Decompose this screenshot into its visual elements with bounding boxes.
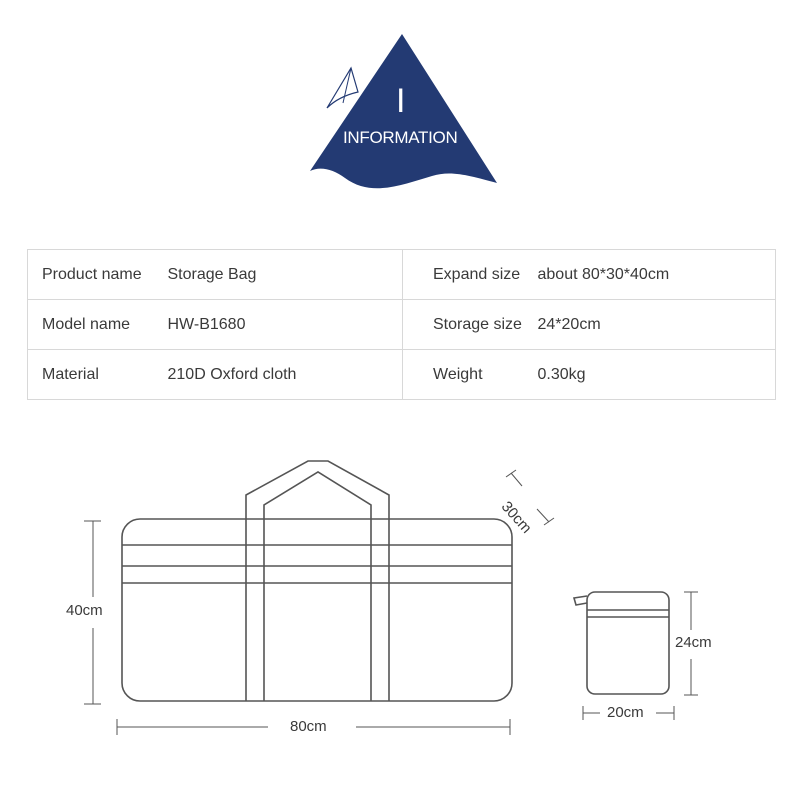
value-storage-size: 24*20cm [538,300,776,350]
value-expand-size: about 80*30*40cm [538,250,776,300]
value-model-name: HW-B1680 [168,300,403,350]
small-width-label: 20cm [607,704,644,721]
key-weight: Weight [403,350,538,400]
big-depth-label: 30cm [497,498,535,537]
big-bag-body [122,519,512,701]
key-model-name: Model name [28,300,168,350]
value-weight: 0.30kg [538,350,776,400]
small-height-label: 24cm [675,634,712,651]
information-title: INFORMATION [343,128,458,147]
big-height-label: 40cm [66,602,103,619]
key-product-name: Product name [28,250,168,300]
small-pouch-body [587,592,669,694]
small-pouch-tab [574,596,587,605]
key-material: Material [28,350,168,400]
roman-numeral: I [396,82,406,120]
key-storage-size: Storage size [403,300,538,350]
big-bag-handle-inner [264,472,371,701]
big-width-label: 80cm [290,718,327,735]
big-bag-handle-outer [246,461,389,701]
value-product-name: Storage Bag [168,250,403,300]
value-material: 210D Oxford cloth [168,350,403,400]
key-expand-size: Expand size [403,250,538,300]
